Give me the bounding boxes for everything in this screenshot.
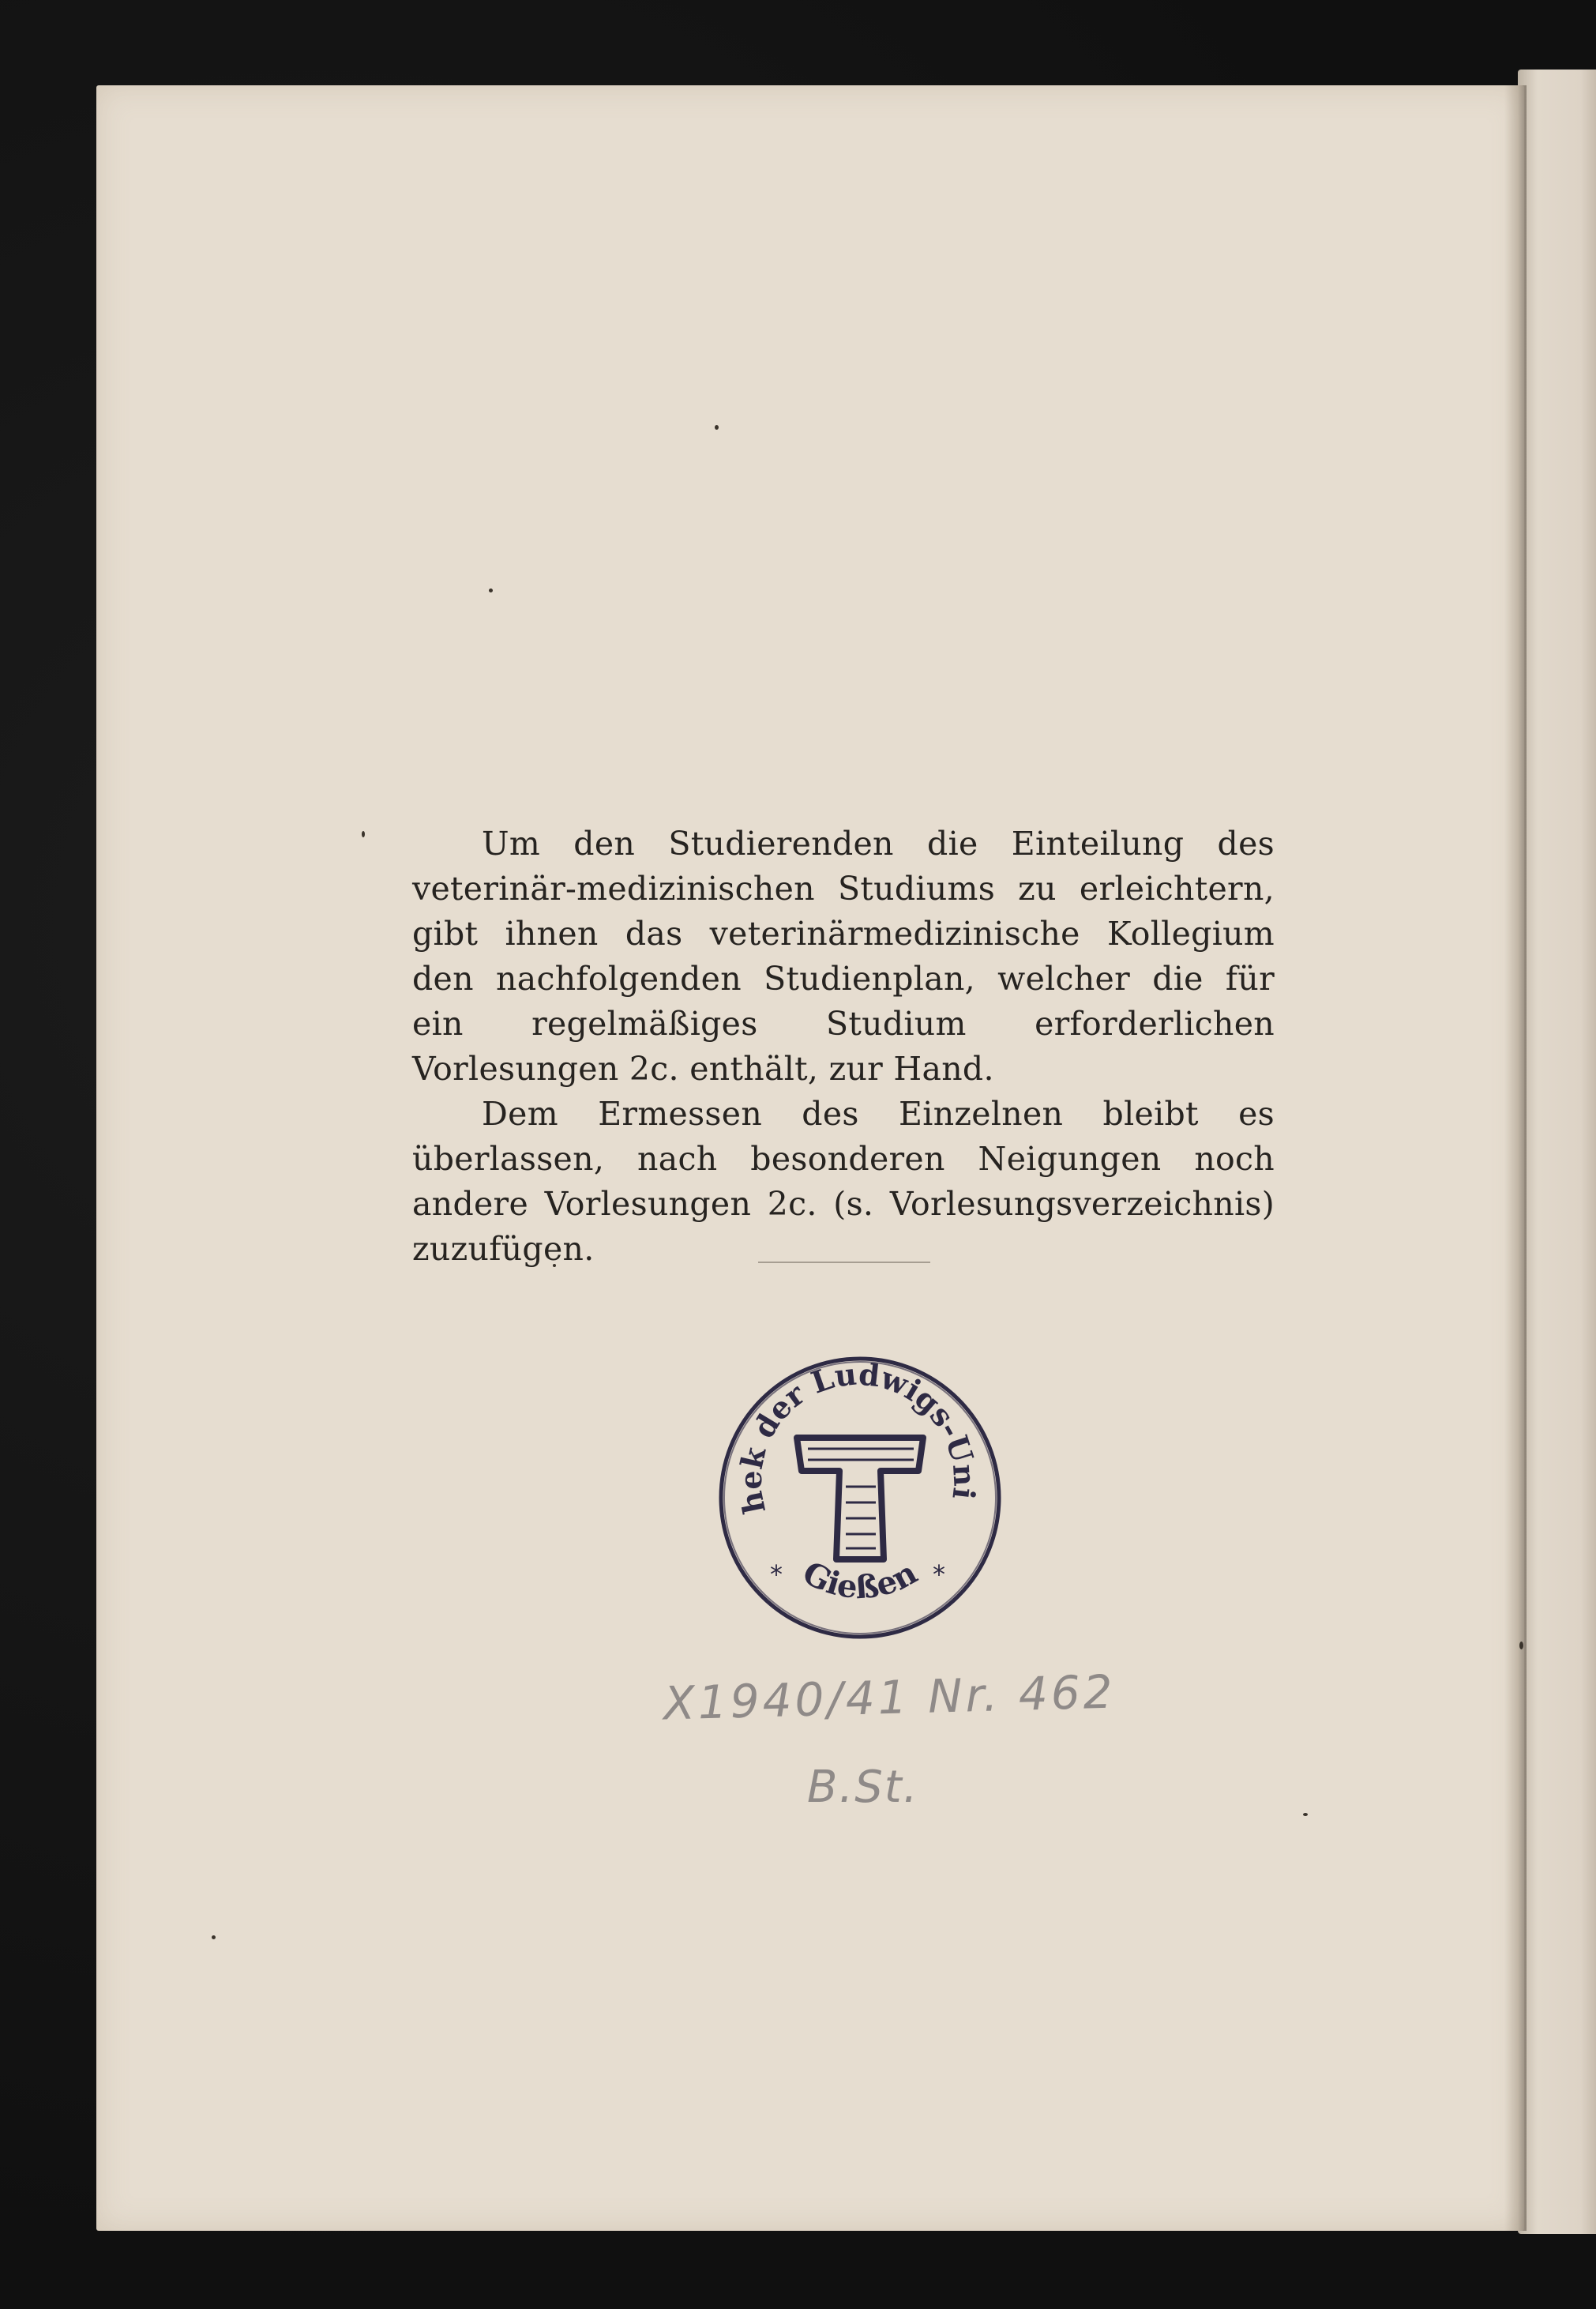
paper-speck [212,1935,216,1939]
tau-cross-icon [797,1438,923,1559]
stamp-star-icon: * [770,1559,783,1589]
paragraph-note: Dem Ermessen des Einzelnen bleibt es überlassen, nach besonderen Neigungen noch andere Vorlesungen 2c. (s. Vorlesungsverzeichnis) zuzufügen. [412,1095,1275,1268]
page-gutter-shadow [1504,85,1527,2231]
stamp-city-text: Gießen [796,1554,924,1607]
handwritten-shelfmark: X1940/41 Nr. 462 [663,1664,1117,1731]
library-stamp-graphic [715,1352,1005,1643]
stamp-star-icon: * [933,1559,945,1589]
paper-speck [715,425,719,430]
paragraph-intro: Um den Studierenden die Einteilung des veterinär-medizinischen Studiums zu erleichtern, gibt ihnen das veterinärmedizinische Kollegium den nachfolgenden Studienplan, welcher die für ein regelmäßiges Studium erforderlichen Vorlesungen 2c. enthält, zur Hand. [412,825,1275,1088]
stamp-ring-text: hek der Ludwigs-Uni [732,1356,983,1517]
handwritten-initials: B.St. [807,1762,919,1813]
section-divider [758,1262,930,1263]
paper-speck [362,831,365,837]
paper-speck [1303,1813,1308,1816]
next-page-edge [1518,70,1596,2234]
body-text [412,822,1275,1272]
paper-speck [489,589,493,592]
paper-speck [1519,1641,1523,1649]
library-stamp [715,1352,1005,1643]
